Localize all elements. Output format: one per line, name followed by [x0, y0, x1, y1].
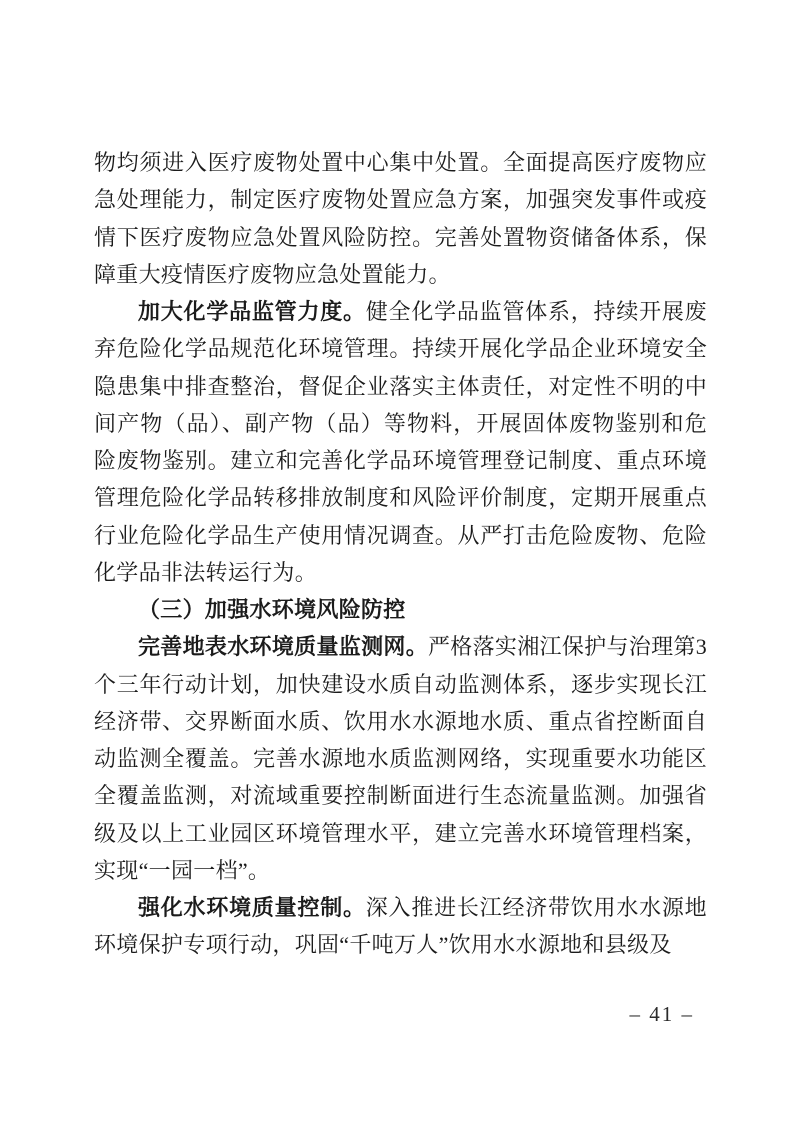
- page-number: – 41 –: [629, 1002, 694, 1026]
- paragraph-lead: 加大化学品监管力度。: [138, 299, 366, 324]
- paragraph: 物均须进入医疗废物处置中心集中处置。全面提高医疗废物应急处理能力，制定医疗废物处置应急方案，加强突发事件或疫情下医疗废物应急处置风险防控。完善处置物资储备体系，保障重大疫情医疗废物应急处置能力。: [94, 150, 707, 287]
- section-heading: （三）加强水环境风险防控: [138, 597, 406, 622]
- text-block: [94, 144, 707, 964]
- paragraph: 强化水环境质量控制。深入推进长江经济带饮用水水源地环境保护专项行动，巩固“千吨万人”饮用水水源地和县级及: [94, 895, 707, 958]
- paragraph: 加大化学品监管力度。健全化学品监管体系，持续开展废弃危险化学品规范化环境管理。持续开展化学品企业环境安全隐患集中排查整治，督促企业落实主体责任，对定性不明的中间产物（品）、副产物（品）等物料，开展固体废物鉴别和危险废物鉴别。建立和完善化学品环境管理登记制度、重点环境管理危险化学品转移排放制度和风险评价制度，定期开展重点行业危险化学品生产使用情况调查。从严打击危险废物、危险化学品非法转运行为。: [94, 299, 707, 585]
- paragraph: 完善地表水环境质量监测网。严格落实湘江保护与治理第3个三年行动计划，加快建设水质自动监测体系，逐步实现长江经济带、交界断面水质、饮用水水源地水质、重点省控断面自动监测全覆盖。完善水源地水质监测网络，实现重要水功能区全覆盖监测，对流域重要控制断面进行生态流量监测。加强省级及以上工业园区环境管理水平，建立完善水环境管理档案，实现“一园一档”。: [94, 634, 707, 883]
- paragraph-lead: 完善地表水环境质量监测网。: [138, 634, 428, 660]
- paragraph-lead: 强化水环境质量控制。: [138, 895, 366, 920]
